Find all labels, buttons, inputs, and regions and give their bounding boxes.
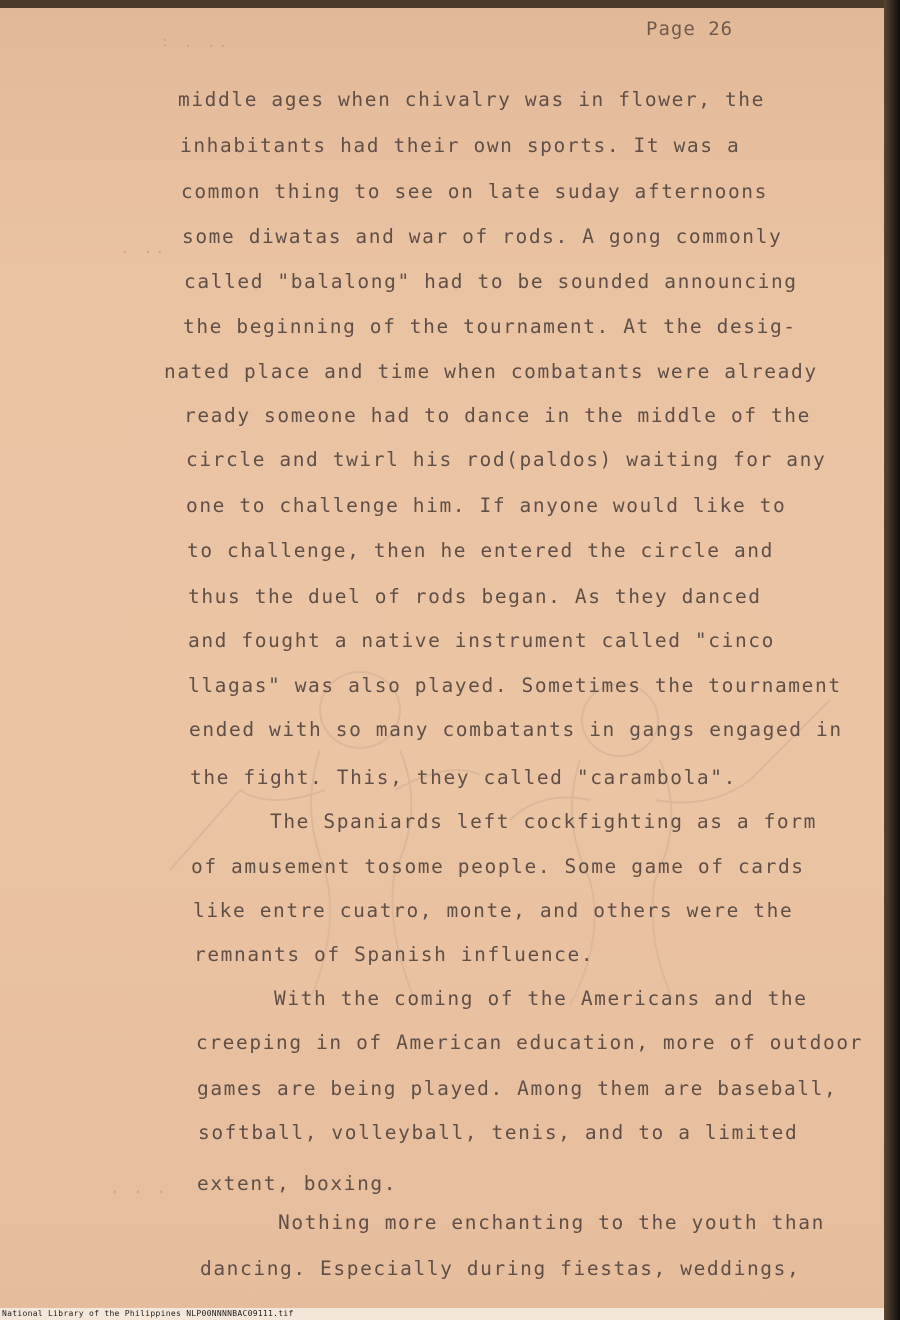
- text-line: of amusement tosome people. Some game of cards: [191, 855, 805, 878]
- text-line: called "balalong" had to be sounded announcing: [184, 270, 798, 293]
- text-line: thus the duel of rods began. As they danced: [188, 585, 762, 608]
- text-line: The Spaniards left cockfighting as a form: [270, 810, 817, 833]
- text-line: With the coming of the Americans and the: [274, 987, 808, 1010]
- text-line: some diwatas and war of rods. A gong commonly: [182, 225, 783, 248]
- text-line: middle ages when chivalry was in flower, the: [178, 88, 765, 111]
- text-line: softball, volleyball, tenis, and to a limited: [198, 1121, 799, 1144]
- bleed-through-text: : . ..: [160, 32, 230, 51]
- text-line: one to challenge him. If anyone would like to: [186, 494, 787, 517]
- bleed-through-text: . . .: [110, 1178, 169, 1197]
- text-line: the beginning of the tournament. At the desig-: [183, 315, 797, 338]
- text-line: nated place and time when combatants were already: [164, 360, 818, 383]
- text-line: like entre cuatro, monte, and others were the: [193, 899, 794, 922]
- text-line: circle and twirl his rod(paldos) waiting for any: [186, 448, 827, 471]
- scan-footer-label: National Library of the Philippines NLP00NNNNBAC09111.tif: [2, 1309, 294, 1318]
- text-line: creeping in of American education, more of outdoor: [196, 1031, 863, 1054]
- text-line: dancing. Especially during fiestas, weddings,: [200, 1257, 801, 1280]
- text-line: ready someone had to dance in the middle of the: [184, 404, 811, 427]
- text-line: and fought a native instrument called "cinco: [188, 629, 775, 652]
- page-number: Page 26: [646, 18, 734, 40]
- text-line: extent, boxing.: [197, 1172, 398, 1195]
- text-line: Nothing more enchanting to the youth than: [278, 1211, 825, 1234]
- text-line: common thing to see on late suday afternoons: [181, 180, 768, 203]
- text-line: llagas" was also played. Sometimes the tournament: [188, 674, 842, 697]
- text-line: to challenge, then he entered the circle and: [187, 539, 774, 562]
- bleed-through-text: . ..: [120, 238, 167, 257]
- text-line: inhabitants had their own sports. It was a: [180, 134, 741, 157]
- text-line: games are being played. Among them are baseball,: [197, 1077, 838, 1100]
- text-line: ended with so many combatants in gangs engaged in: [189, 718, 843, 741]
- scan-right-edge: [884, 0, 900, 1320]
- text-line: remnants of Spanish influence.: [194, 943, 595, 966]
- scan-top-edge: [0, 0, 900, 8]
- text-line: the fight. This, they called "carambola".: [190, 766, 737, 789]
